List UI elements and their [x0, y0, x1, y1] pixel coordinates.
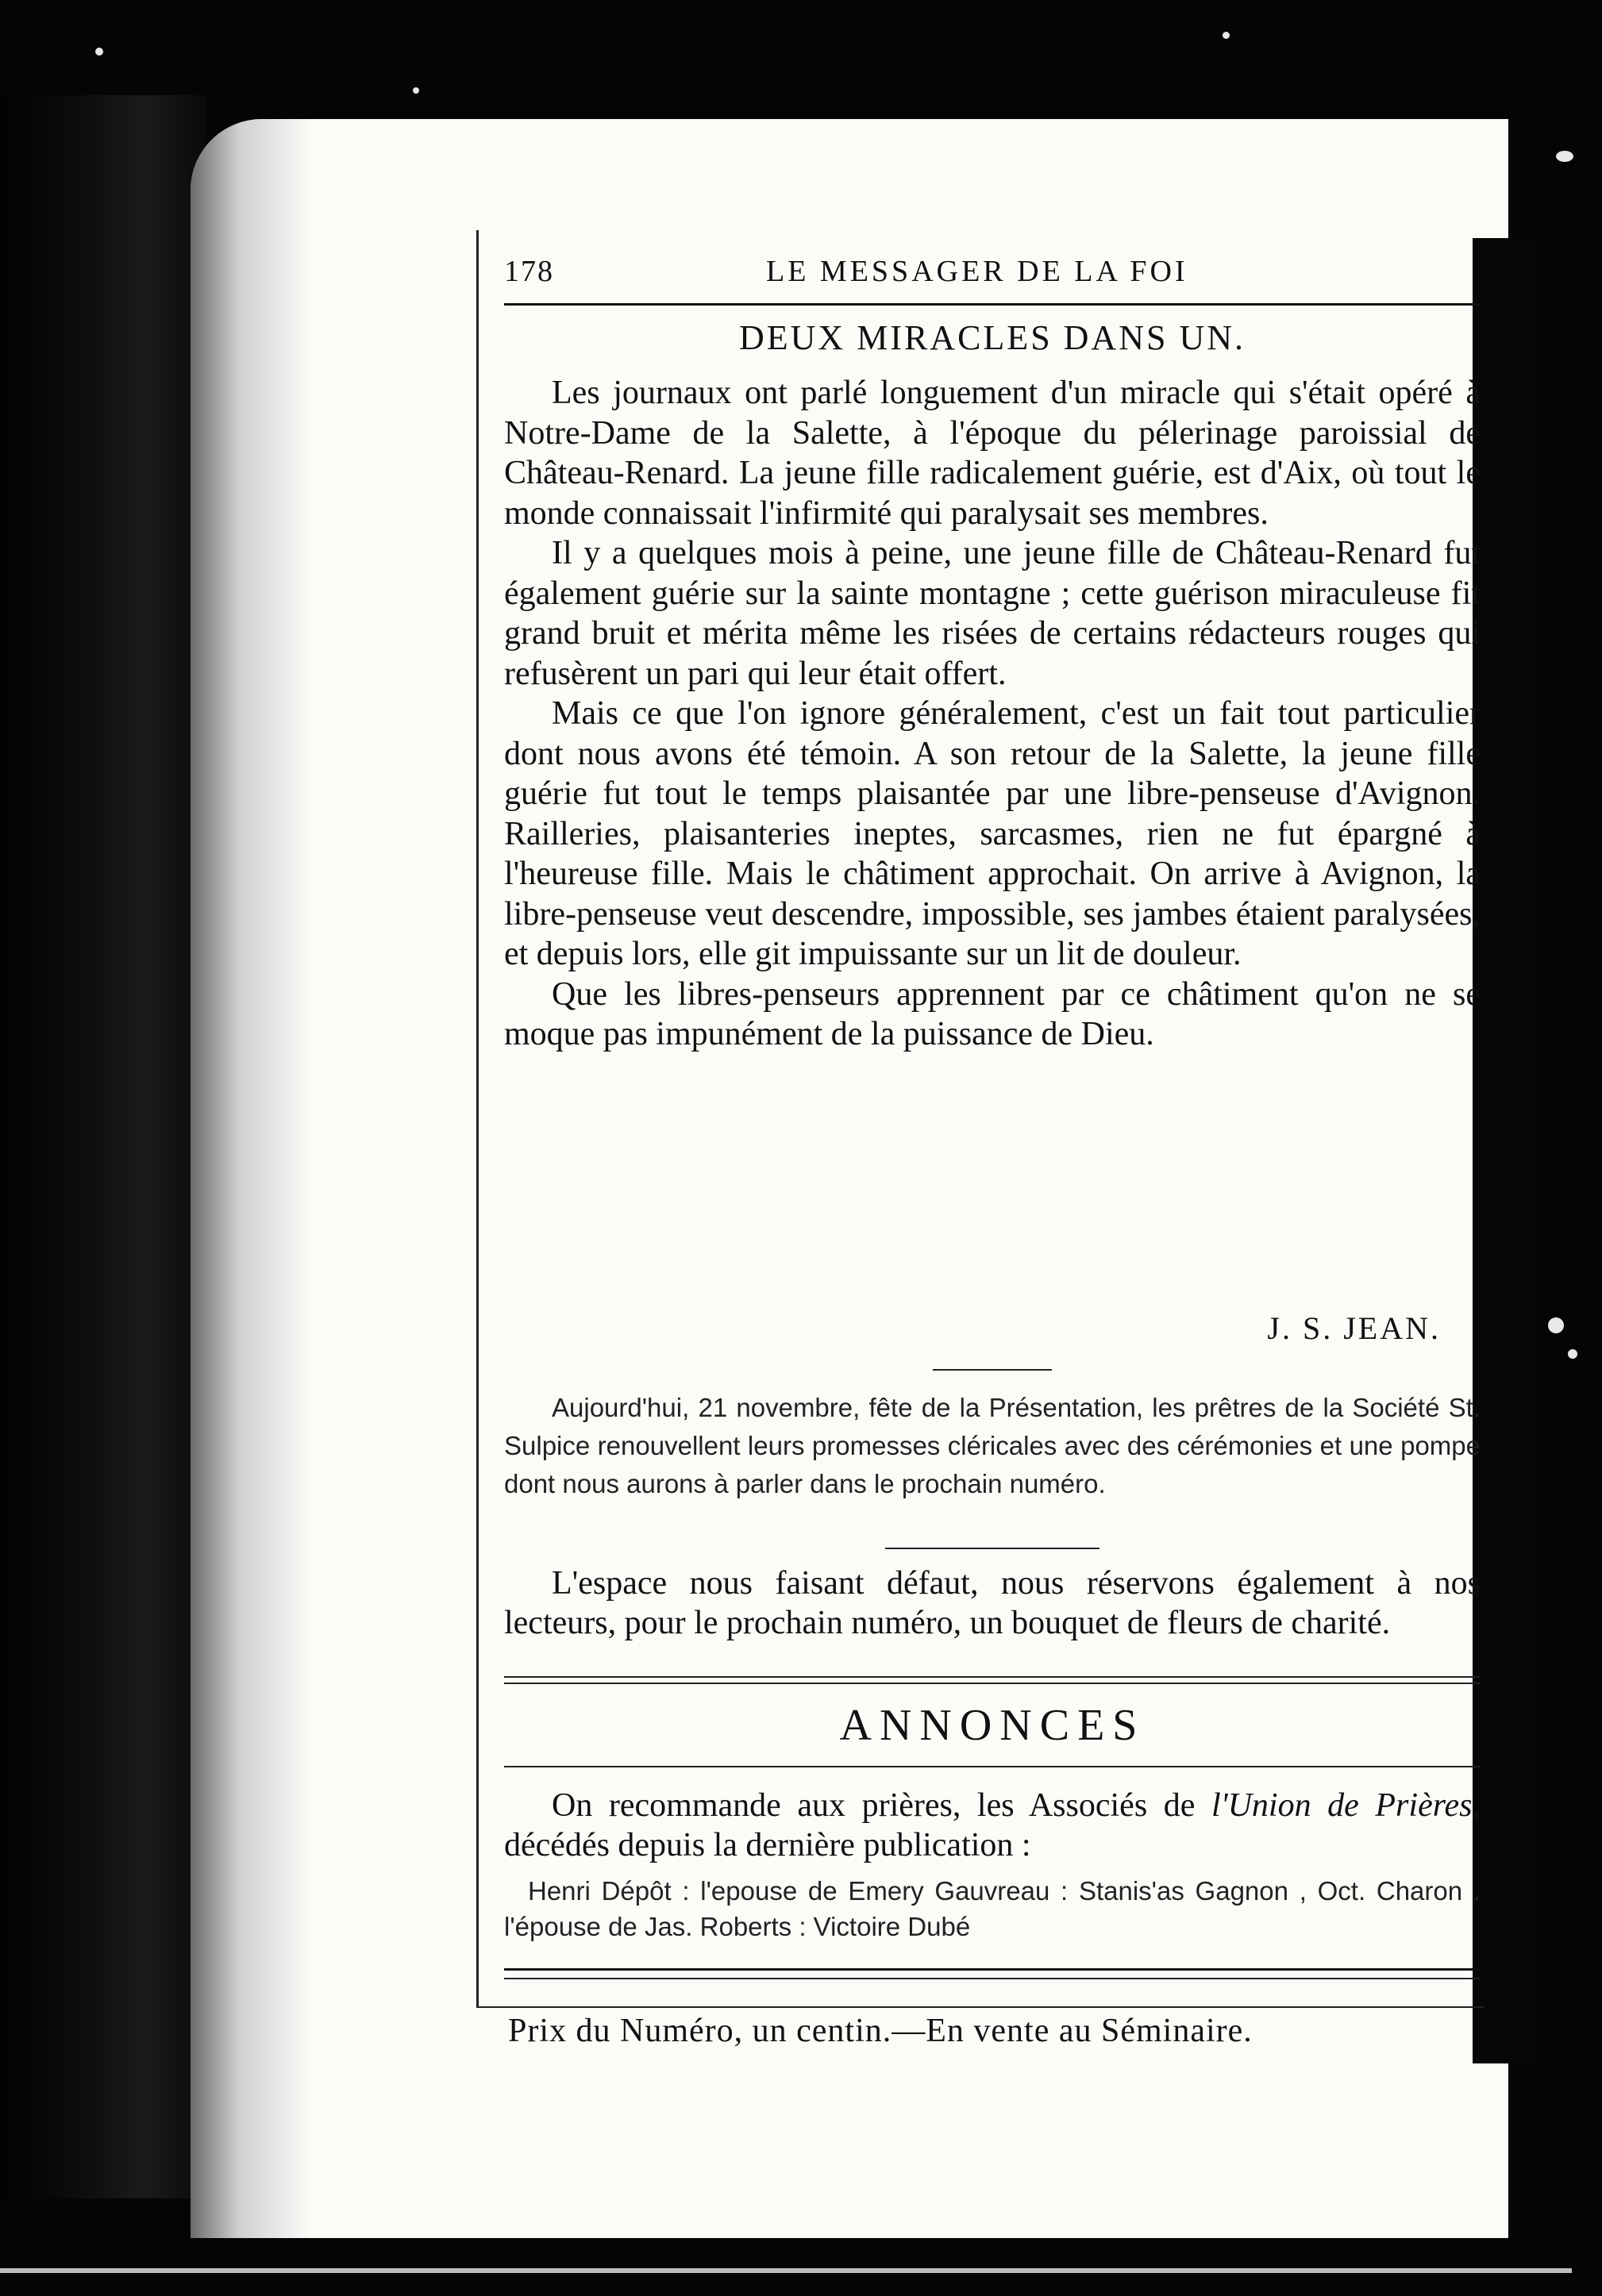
scan-left-margin: [0, 95, 206, 2198]
article-paragraph: Les journaux ont parlé longuement d'un miracle qui s'était opéré à Notre-Dame de la Salette, à l'époque du pélerinage paroissial de Château-Renard. La jeune fille radicalement guérie, est d'Aix, où tout le monde connaissait l'infirmité qui paralysait ses membres.: [504, 375, 1481, 532]
annonces-rule: [504, 1766, 1481, 1767]
announcement-block: [504, 1389, 1481, 1503]
announcement-text: Aujourd'hui, 21 novembre, fête de la Présentation, les prêtres de la Société St. Sulpice renouvellent leurs promesses cléricales avec des cérémonies et une pompe dont nous aurons à parler dans le prochain numéro.: [504, 1393, 1481, 1498]
column-bottom-rule-thin: [504, 1978, 1481, 1979]
annonces-intro-block: [504, 1786, 1481, 1865]
deceased-names-block: [504, 1873, 1481, 1944]
notice-text: L'espace nous faisant défaut, nous réservons également à nos lecteurs, pour le prochain numéro, un bouquet de fleurs de charité.: [504, 1565, 1481, 1641]
article-paragraph: Mais ce que l'on ignore généralement, c'est un fait tout particulier dont nous avons été témoin. A son retour de la Salette, la jeune fille guérie fut tout le temps plaisantée par une libre-penseuse d'Avignon. Railleries, plaisanteries ineptes, sarcasmes, rien ne fut épargné à l'heureuse fille. Mais le châtiment approchait. On arrive à Avignon, la libre-penseuse veut descendre, impossible, ses jambes étaient paralysées, et depuis lors, elle git impuissante sur un lit de douleur.: [504, 695, 1481, 972]
separator-rule: [885, 1548, 1099, 1549]
page-gutter-shadow: [191, 119, 310, 2246]
price-footer: Prix du Numéro, un centin.—En vente au Séminaire.: [508, 2013, 1253, 2049]
article-signature: J. S. JEAN.: [1267, 1310, 1441, 1346]
article-body: [504, 373, 1481, 1055]
header-rule: [504, 303, 1481, 306]
running-title: LE MESSAGER DE LA FOI: [766, 255, 1188, 288]
double-rule-top: [504, 1676, 1481, 1678]
footer-rule: [476, 2006, 1485, 2008]
union-de-prieres: l'Union de Prières: [1211, 1787, 1473, 1824]
annonces-title: ANNONCES: [839, 1701, 1146, 1750]
annonces-intro-end: , décédés depuis la dernière publication :: [504, 1787, 1481, 1863]
scan-speck: [1568, 1349, 1577, 1359]
scan-bottom-line: [0, 2268, 1572, 2273]
article-title: DEUX MIRACLES DANS UN.: [738, 318, 1246, 357]
scan-speck: [95, 48, 103, 56]
scan-speck: [1548, 1317, 1564, 1333]
scan-bottom-band: [0, 2238, 1602, 2296]
scan-speck: [413, 87, 419, 94]
article-paragraph: Que les libres-penseurs apprennent par ce châtiment qu'on ne se moque pas impunément de la puissance de Dieu.: [504, 975, 1481, 1052]
separator-rule: [933, 1369, 1052, 1371]
page-number: 178: [504, 255, 554, 288]
text-column: [476, 230, 1487, 2008]
double-rule-bottom: [504, 1683, 1481, 1684]
scan-speck: [1556, 151, 1573, 162]
deceased-names: Henri Dépôt : l'epouse de Emery Gauvreau : Stanis'as Gagnon , Oct. Charon . l'épouse de Jas. Roberts : Victoire Dubé: [504, 1876, 1481, 1941]
running-header: [504, 254, 1481, 302]
column-bottom-rule: [504, 1968, 1481, 1971]
annonces-intro-start: On recommande aux prières, les Associés de: [552, 1787, 1211, 1824]
notice-block: [504, 1563, 1481, 1643]
annonces-intro: [504, 1786, 1481, 1865]
scan-speck: [1223, 32, 1230, 39]
article-paragraph: Il y a quelques mois à peine, une jeune fille de Château-Renard fut également guérie sur la sainte montagne ; cette guérison miraculeuse fit grand bruit et mérita même les risées de certains rédacteurs rouges qui refusèrent un pari qui leur était offert.: [504, 535, 1481, 692]
